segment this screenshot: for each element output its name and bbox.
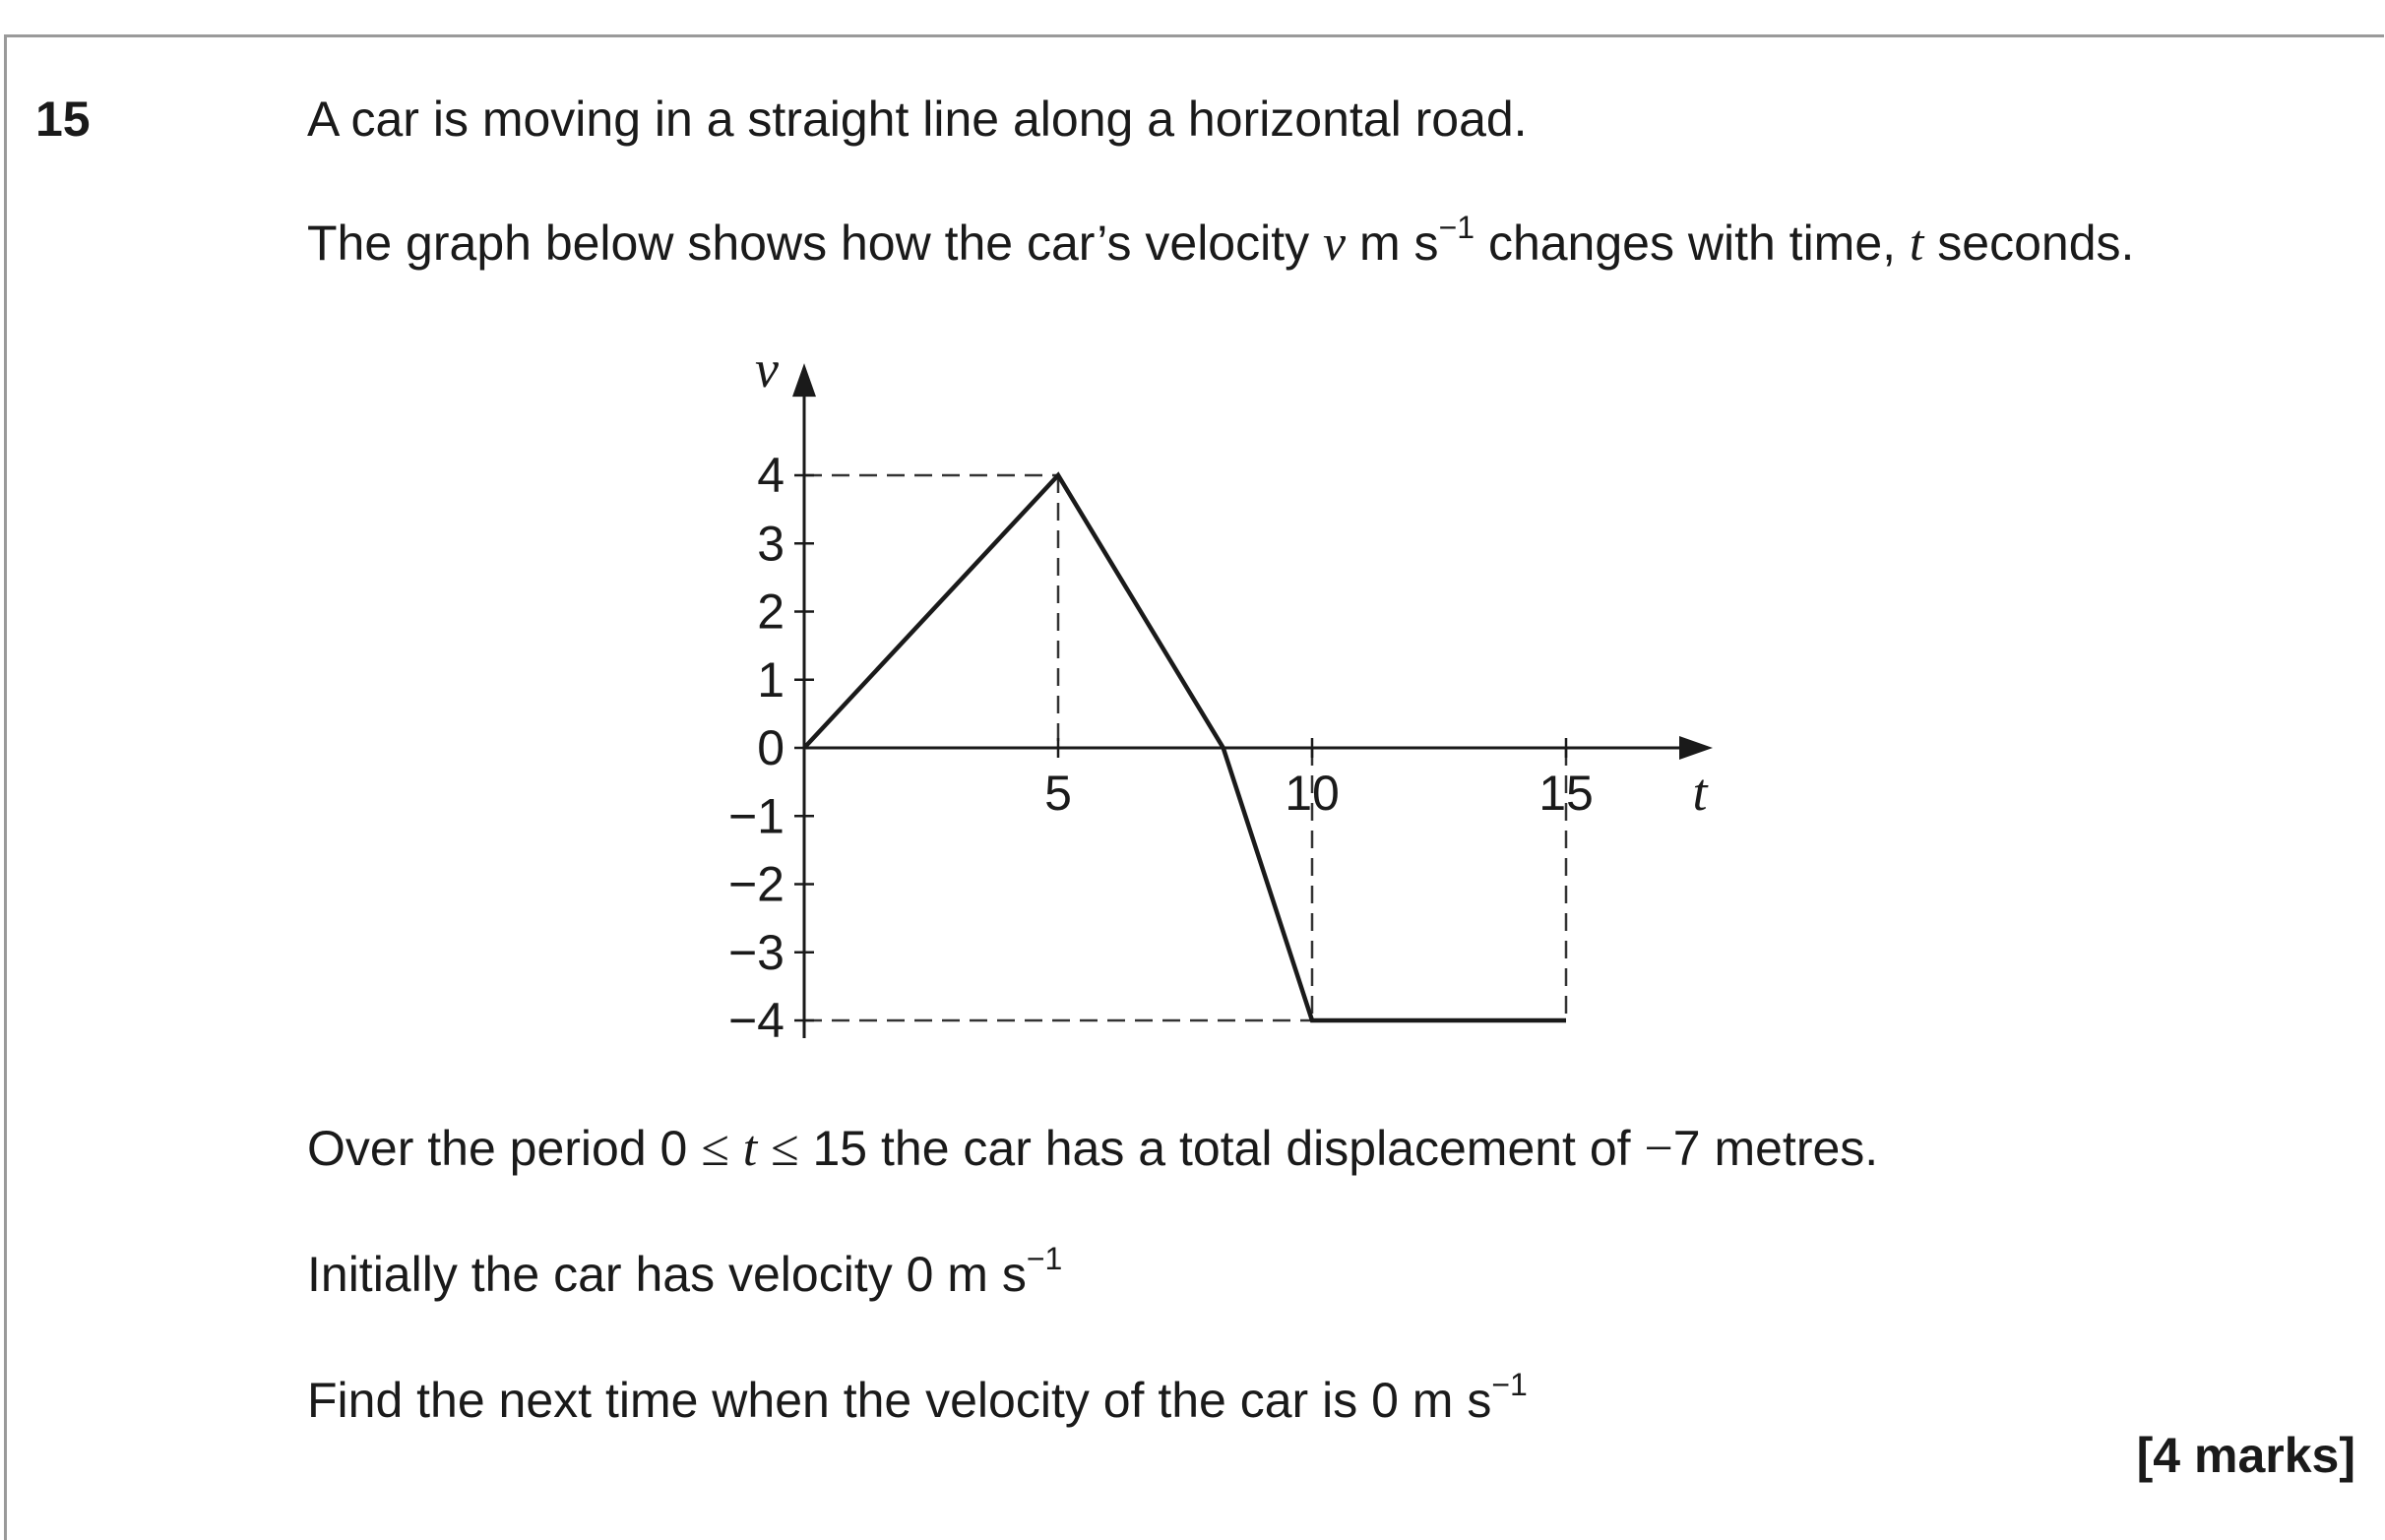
marks-label: [4 marks] (2136, 1428, 2355, 1483)
question-number: 15 (35, 92, 91, 147)
y-tick-label: −1 (727, 788, 785, 844)
description-text-b: changes with time, (1475, 216, 1910, 271)
task-text: Find the next time when the velocity of the car is 0 m s (307, 1373, 1492, 1428)
statement-text-c: 7 metres. (1672, 1121, 1879, 1176)
y-tick-label: −2 (727, 856, 785, 912)
time-variable: t (1909, 216, 1924, 272)
y-tick-label: 1 (757, 651, 785, 708)
le-symbol-2: ≤ (771, 1121, 799, 1177)
le-symbol-1: ≤ (701, 1121, 729, 1177)
y-tick-label: 4 (757, 448, 785, 503)
y-tick-label: 3 (757, 516, 785, 572)
axes (792, 363, 1713, 1038)
x-axis-label: t (1692, 763, 1708, 822)
statement-text-a: Over the period 0 (307, 1121, 702, 1176)
y-tick-label: −3 (727, 924, 785, 980)
task-unit-exponent: −1 (1491, 1367, 1528, 1402)
y-axis-label: v (755, 339, 779, 400)
initial-text: Initially the car has velocity 0 m s (307, 1247, 1027, 1302)
intro-text: A car is moving in a straight line along a horizontal road. (307, 92, 1528, 147)
statement-text-b: 15 the car has a total displacement of (798, 1121, 1645, 1176)
minus-sign: − (1644, 1121, 1673, 1177)
initial-velocity-statement (307, 1241, 1063, 1303)
initial-unit-exponent: −1 (1026, 1241, 1063, 1276)
velocity-variable: v (1323, 216, 1347, 272)
velocity-unit: m s (1359, 216, 1439, 271)
description-text-c: seconds. (1923, 216, 2135, 271)
time-variable-2: t (742, 1121, 758, 1177)
y-axis-arrow (792, 363, 816, 397)
y-tick-label: 0 (757, 720, 785, 775)
task-statement (307, 1367, 1528, 1429)
x-axis-arrow (1679, 736, 1713, 760)
x-tick-label: 15 (1538, 766, 1594, 821)
y-tick-label: 2 (757, 584, 785, 640)
x-tick-label: 10 (1285, 766, 1340, 821)
y-tick-label: −4 (727, 993, 785, 1048)
unit-exponent: −1 (1438, 210, 1475, 245)
description-text-a: The graph below shows how the car’s velocity (307, 216, 1324, 271)
displacement-statement (307, 1120, 1878, 1178)
x-tick-label: 5 (1044, 766, 1072, 821)
